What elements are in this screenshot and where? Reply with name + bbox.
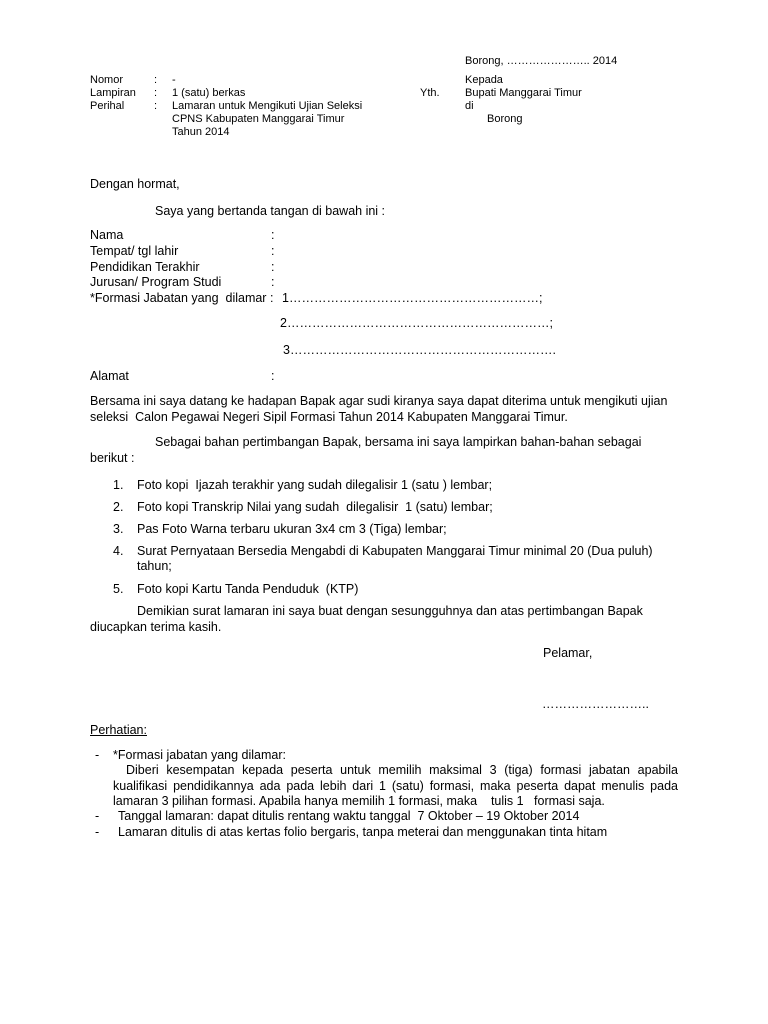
field-label-pendidikan: Pendidikan Terakhir bbox=[90, 260, 200, 274]
recipient-di: di bbox=[465, 100, 474, 112]
field-label-tempat-tgl-lahir: Tempat/ tgl lahir bbox=[90, 244, 179, 258]
meta-value-lampiran: 1 (satu) berkas bbox=[172, 87, 246, 99]
meta-sep-lampiran: : bbox=[154, 87, 158, 99]
field-label-jurusan: Jurusan/ Program Studi bbox=[90, 275, 222, 289]
list-number: 4. bbox=[113, 544, 124, 558]
list-number: 1. bbox=[113, 478, 124, 492]
formasi-option-1: 1……………………………………………………; bbox=[282, 291, 543, 305]
list-item: Foto kopi Ijazah terakhir yang sudah dilegalisir 1 (satu ) lembar; bbox=[137, 478, 493, 492]
closing-line: diucapkan terima kasih. bbox=[90, 620, 222, 634]
list-number: 2. bbox=[113, 500, 124, 514]
signature-label: Pelamar, bbox=[543, 646, 593, 660]
field-sep: : bbox=[271, 244, 275, 258]
list-item: Surat Pernyataan Bersedia Mengabdi di Kabupaten Manggarai Timur minimal 20 (Dua puluh) bbox=[137, 544, 653, 558]
field-label-formasi: *Formasi Jabatan yang dilamar bbox=[90, 291, 267, 305]
note-bullet: - bbox=[95, 825, 100, 839]
paragraph-line: Sebagai bahan pertimbangan Bapak, bersama ini saya lampirkan bahan-bahan sebagai bbox=[155, 435, 642, 449]
list-item-continuation: tahun; bbox=[137, 559, 172, 573]
meta-sep-nomor: : bbox=[154, 74, 158, 86]
paragraph-line: Bersama ini saya datang ke hadapan Bapak agar sudi kiranya saya dapat diterima untuk mengikuti ujian bbox=[90, 394, 668, 408]
list-item: Pas Foto Warna terbaru ukuran 3x4 cm 3 (Tiga) lembar; bbox=[137, 522, 447, 536]
greeting: Dengan hormat, bbox=[90, 177, 180, 191]
list-number: 5. bbox=[113, 582, 124, 596]
recipient-yth: Yth. bbox=[420, 87, 440, 99]
note-line: Diberi kesempatan kepada peserta untuk memilih maksimal 3 (tiga) formasi jabatan apabila bbox=[126, 763, 678, 777]
recipient-kepada: Kepada bbox=[465, 74, 503, 86]
field-sep: : bbox=[271, 275, 275, 289]
field-sep: : bbox=[271, 260, 275, 274]
note-line: *Formasi jabatan yang dilamar: bbox=[113, 748, 286, 762]
meta-label-perihal: Perihal bbox=[90, 100, 125, 112]
field-label-alamat: Alamat bbox=[90, 369, 129, 383]
list-item: Foto kopi Kartu Tanda Penduduk (KTP) bbox=[137, 582, 359, 596]
signature-line: …………………….. bbox=[542, 697, 649, 711]
closing-line: Demikian surat lamaran ini saya buat dengan sesungguhnya dan atas pertimbangan Bapak bbox=[137, 604, 643, 618]
intro-line: Saya yang bertanda tangan di bawah ini : bbox=[155, 204, 386, 218]
meta-sep-perihal: : bbox=[154, 100, 158, 112]
formasi-option-2: 2………………………………………………………; bbox=[280, 316, 553, 330]
paragraph-line: seleksi Calon Pegawai Negeri Sipil Formasi Tahun 2014 Kabupaten Manggarai Timur. bbox=[90, 410, 568, 424]
recipient-name: Bupati Manggarai Timur bbox=[465, 87, 582, 99]
meta-label-nomor: Nomor bbox=[90, 74, 124, 86]
note-line: Lamaran ditulis di atas kertas folio bergaris, tanpa meterai dan menggunakan tinta hitam bbox=[118, 825, 608, 839]
date-line: Borong, ………………….. 2014 bbox=[465, 55, 618, 67]
field-label-nama: Nama bbox=[90, 228, 124, 242]
note-bullet: - bbox=[95, 748, 100, 762]
meta-value-nomor: - bbox=[172, 74, 176, 86]
field-sep: : bbox=[270, 291, 274, 305]
note-bullet: - bbox=[95, 809, 100, 823]
note-line: kualifikasi pendidikannya ada pada lebih dari 1 (satu) formasi, maka peserta dapat menulis pada bbox=[113, 779, 678, 793]
formasi-option-3: 3………………………………………………………. bbox=[283, 343, 556, 357]
field-sep: : bbox=[271, 228, 275, 242]
notes-title: Perhatian: bbox=[90, 723, 147, 737]
list-item: Foto kopi Transkrip Nilai yang sudah dilegalisir 1 (satu) lembar; bbox=[137, 500, 493, 514]
note-line: Tanggal lamaran: dapat ditulis rentang waktu tanggal 7 Oktober – 19 Oktober 2014 bbox=[118, 809, 580, 823]
perihal-continuation: CPNS Kabupaten Manggarai Timur bbox=[172, 113, 345, 125]
field-sep: : bbox=[271, 369, 275, 383]
meta-value-perihal: Lamaran untuk Mengikuti Ujian Seleksi bbox=[172, 100, 363, 112]
meta-label-lampiran: Lampiran bbox=[90, 87, 136, 99]
recipient-place: Borong bbox=[487, 113, 523, 125]
paragraph-line: berikut : bbox=[90, 451, 135, 465]
list-number: 3. bbox=[113, 522, 124, 536]
note-line: lamaran 3 pilihan formasi. Apabila hanya memilih 1 formasi, maka tulis 1 formasi saja. bbox=[113, 794, 605, 808]
perihal-continuation: Tahun 2014 bbox=[172, 126, 230, 138]
